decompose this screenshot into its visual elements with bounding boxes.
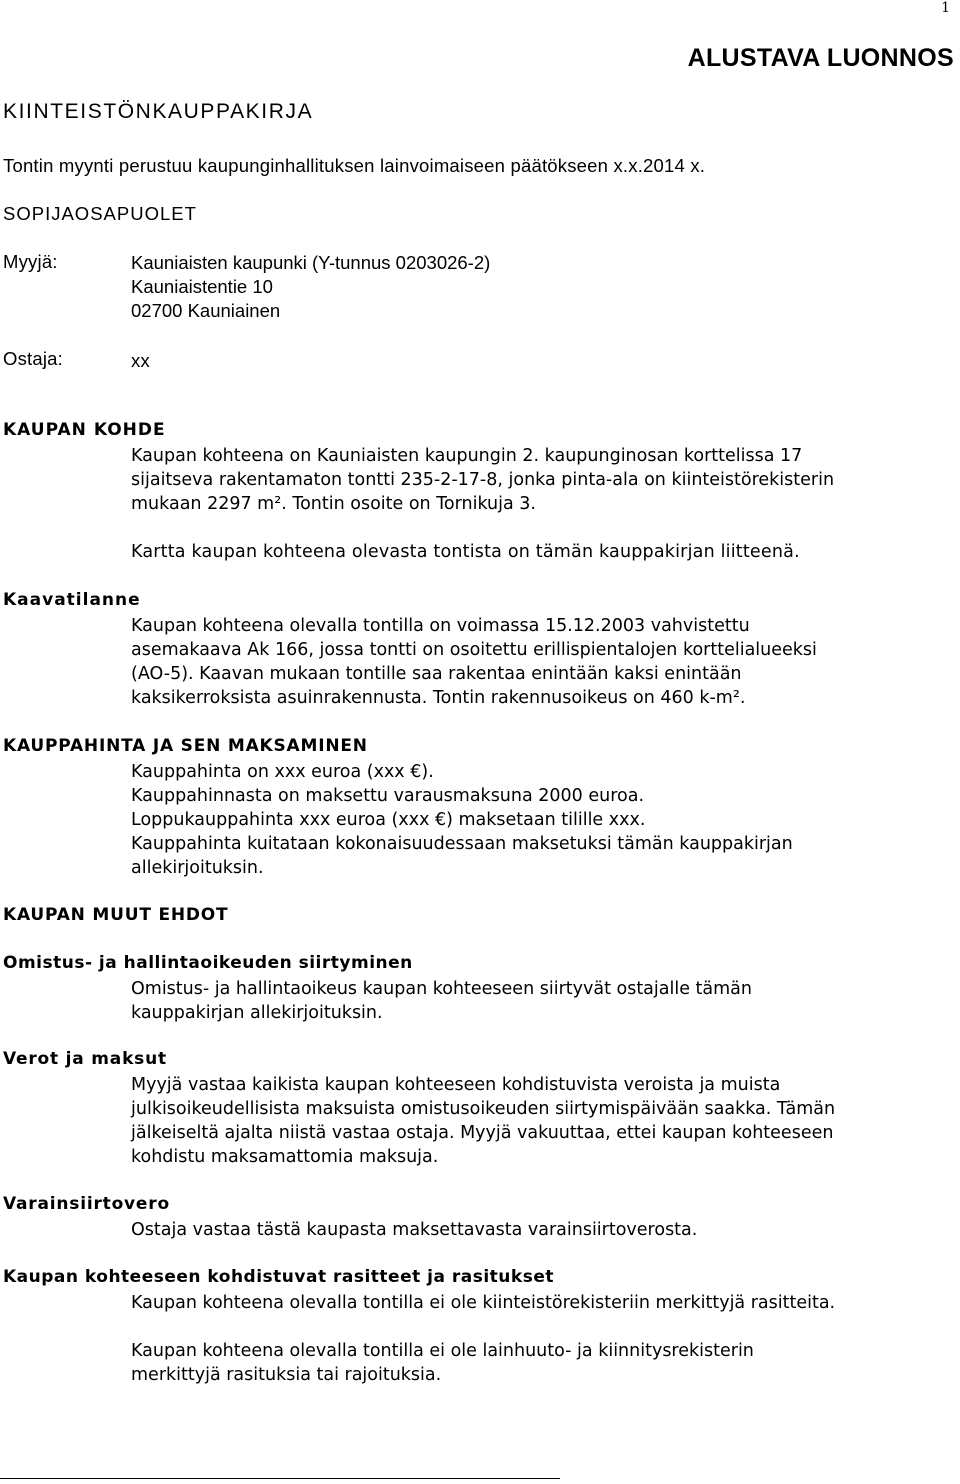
zoning-heading: Kaavatilanne <box>3 590 141 610</box>
zoning-line: (AO-5). Kaavan mukaan tontille saa rakentaa enintään kaksi enintään <box>131 664 742 684</box>
seller-label: Myyjä: <box>3 251 58 272</box>
taxes-line: jälkeiseltä ajalta niistä vastaa ostaja. Myyjä vakuuttaa, ettei kaupan kohteeseen <box>131 1123 834 1143</box>
encumbrances-line: Kaupan kohteena olevalla tontilla ei ole lainhuuto- ja kiinnitysrekisterin <box>131 1341 754 1361</box>
seller-street: Kauniaistentie 10 <box>131 276 273 297</box>
document-title: KIINTEISTÖNKAUPPAKIRJA <box>3 100 314 123</box>
taxes-line: julkisoikeudellisista maksuista omistusoikeuden siirtymispäivään saakka. Tämän <box>131 1099 836 1119</box>
transfer-tax-line: Ostaja vastaa tästä kaupasta maksettavasta varainsiirtoverosta. <box>131 1220 698 1240</box>
encumbrances-line: Kaupan kohteena olevalla tontilla ei ole kiinteistörekisteriin merkittyjä rasitteita. <box>131 1293 836 1313</box>
ownership-text <box>131 977 951 1025</box>
map-note: Kartta kaupan kohteena olevasta tontista on tämän kauppakirjan liitteenä. <box>131 542 800 562</box>
buyer-label: Ostaja: <box>3 348 64 369</box>
ownership-line: Omistus- ja hallintaoikeus kaupan kohteeseen siirtyvät ostajalle tämän <box>131 979 752 999</box>
taxes-heading: Verot ja maksut <box>3 1049 167 1069</box>
price-text <box>131 760 951 880</box>
price-line: Kauppahinta on xxx euroa (xxx €). <box>131 762 434 782</box>
parties-heading: SOPIJAOSAPUOLET <box>3 203 197 224</box>
zoning-text <box>131 614 951 710</box>
object-line: sijaitseva rakentamaton tontti 235-2-17-8, jonka pinta-ala on kiinteistörekisterin <box>131 470 835 490</box>
object-line: Kaupan kohteena on Kauniaisten kaupungin 2. kaupunginosan korttelissa 17 <box>131 446 803 466</box>
price-line: Kauppahinta kuitataan kokonaisuudessaan maksetuksi tämän kauppakirjan <box>131 834 793 854</box>
other-terms-heading: KAUPAN MUUT EHDOT <box>3 905 229 925</box>
ownership-heading: Omistus- ja hallintaoikeuden siirtyminen <box>3 953 413 973</box>
object-heading: KAUPAN KOHDE <box>3 420 166 440</box>
seller-postal: 02700 Kauniainen <box>131 300 281 321</box>
zoning-line: asemakaava Ak 166, jossa tontti on osoitettu erillispientalojen korttelialueeksi <box>131 640 817 660</box>
transfer-tax-heading: Varainsiirtovero <box>3 1194 170 1214</box>
zoning-line: kaksikerroksista asuinrakennusta. Tontin rakennusoikeus on 460 k-m². <box>131 688 746 708</box>
price-line: Kauppahinnasta on maksettu varausmaksuna 2000 euroa. <box>131 786 645 806</box>
price-line: Loppukauppahinta xxx euroa (xxx €) maksetaan tilille xxx. <box>131 810 646 830</box>
seller-details <box>131 251 490 323</box>
page-number: 1 <box>941 0 950 16</box>
price-heading: KAUPPAHINTA JA SEN MAKSAMINEN <box>3 736 368 756</box>
encumbrances-line: merkittyjä rasituksia tai rajoituksia. <box>131 1365 442 1385</box>
price-line: allekirjoituksin. <box>131 858 264 878</box>
encumbrances-heading: Kaupan kohteeseen kohdistuvat rasitteet ja rasitukset <box>3 1267 554 1287</box>
encumbrances-text-2 <box>131 1339 951 1387</box>
buyer-value: xx <box>131 350 150 371</box>
taxes-line: kohdistu maksamattomia maksuja. <box>131 1147 439 1167</box>
taxes-text <box>131 1073 951 1169</box>
ownership-line: kauppakirjan allekirjoituksin. <box>131 1003 383 1023</box>
encumbrances-text-1 <box>131 1291 951 1315</box>
draft-label: ALUSTAVA LUONNOS <box>687 44 954 72</box>
object-description <box>131 444 951 516</box>
taxes-line: Myyjä vastaa kaikista kaupan kohteeseen kohdistuvista veroista ja muista <box>131 1075 781 1095</box>
transfer-tax-text <box>131 1218 951 1242</box>
footer-rule <box>0 1478 560 1479</box>
zoning-line: Kaupan kohteena olevalla tontilla on voimassa 15.12.2003 vahvistettu <box>131 616 750 636</box>
seller-name: Kauniaisten kaupunki (Y-tunnus 0203026-2) <box>131 252 491 273</box>
intro-text: Tontin myynti perustuu kaupunginhallituksen lainvoimaiseen päätökseen x.x.2014 x. <box>3 155 706 176</box>
object-line: mukaan 2297 m². Tontin osoite on Tornikuja 3. <box>131 494 536 514</box>
